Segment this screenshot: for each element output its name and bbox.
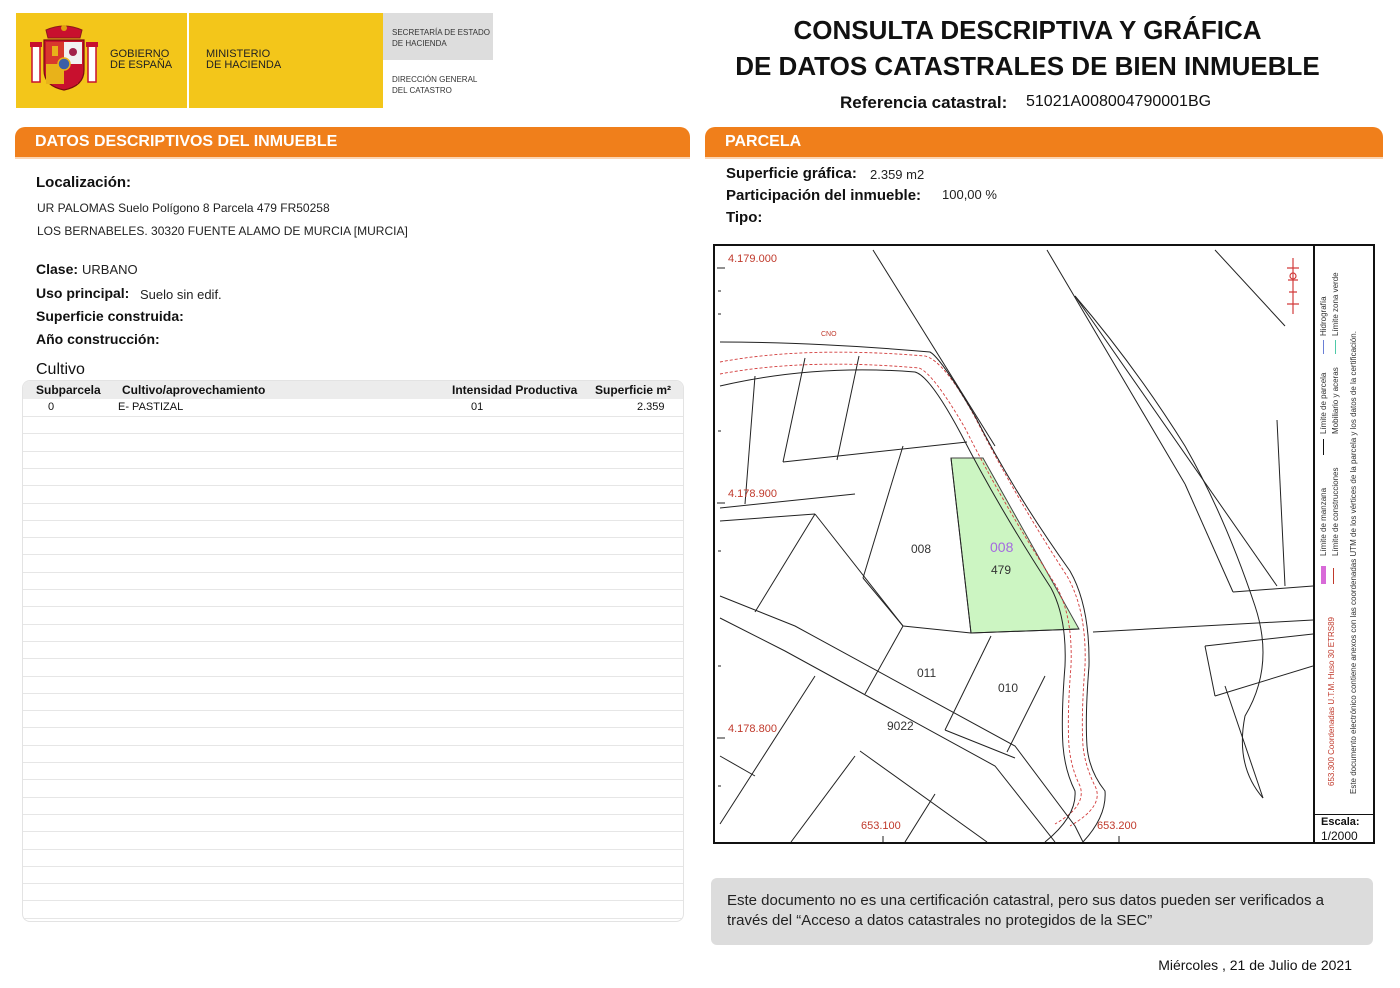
coord-x-653200: 653.200 (1097, 820, 1137, 832)
table-rule-line (23, 710, 683, 711)
uso-principal-value: Suelo sin edif. (140, 287, 222, 302)
datos-descriptivos-header: DATOS DESCRIPTIVOS DEL INMUEBLE (15, 127, 690, 157)
parcel-479-highlight (951, 458, 1079, 633)
col-cultivo: Cultivo/aprovechamiento (122, 383, 266, 397)
parcel-label-010: 010 (998, 681, 1019, 695)
localizacion-line1: UR PALOMAS Suelo Polígono 8 Parcela 479 FR50258 (37, 201, 330, 215)
table-rule-line (23, 883, 683, 884)
scale-box (1315, 814, 1373, 842)
scale-value: 1/2000 (1321, 829, 1358, 843)
cadastral-map (713, 244, 1375, 844)
col-subparcela: Subparcela (36, 383, 101, 397)
table-rule-line (23, 831, 683, 832)
coord-y-4178800: 4.178.800 (728, 723, 777, 735)
table-rule-line (23, 624, 683, 625)
table-rule-line (23, 849, 683, 850)
map-drawing (715, 246, 1313, 842)
table-rule-line (23, 520, 683, 521)
parcel-label-008-left: 008 (911, 542, 932, 556)
clase-label: Clase: (36, 261, 79, 277)
legend-certificacion: Este documento electrónico contiene anexos con las coordenadas UTM de los vértices de la parcela y los datos de la certificación. (1349, 331, 1358, 794)
road-label: CNO (821, 331, 837, 338)
clase-value: URBANO (82, 262, 138, 277)
superficie-grafica-value: 2.359 m2 (870, 167, 925, 182)
document-date: Miércoles , 21 de Julio de 2021 (1158, 957, 1352, 973)
legend-construcciones: Límite de construcciones (1331, 467, 1340, 556)
legend-zona-verde: Límite zona verde (1331, 272, 1340, 336)
table-rule-line (23, 503, 683, 504)
table-rule-line (23, 572, 683, 573)
ministerio-text: MINISTERIO DE HACIENDA (206, 48, 282, 71)
table-rule-line (23, 900, 683, 901)
localizacion-line2: LOS BERNABELES. 30320 FUENTE ALAMO DE MURCIA [MURCIA] (37, 224, 408, 238)
table-rule-line (23, 537, 683, 538)
legend-hidrografia-swatch (1323, 340, 1324, 354)
parcel-label-008-green: 008 (990, 539, 1014, 555)
cell-cultivo: E- PASTIZAL (118, 401, 184, 413)
table-rule-line (23, 554, 683, 555)
uso-principal-label: Uso principal: (36, 285, 130, 301)
parcel-label-011: 011 (917, 666, 937, 680)
document-title-line1: CONSULTA DESCRIPTIVA Y GRÁFICA (793, 15, 1262, 45)
participacion-value: 100,00 % (942, 187, 997, 202)
col-intensidad: Intensidad Productiva (452, 383, 578, 397)
table-rule-line (23, 658, 683, 659)
coord-y-4178900: 4.178.900 (728, 488, 777, 500)
legend-hidrografia: Hidrografía (1319, 296, 1328, 336)
legend-separator (1313, 246, 1315, 842)
table-rule-line (23, 676, 683, 677)
table-rule-line (23, 416, 683, 417)
secretaria-text: SECRETARÍA DE ESTADO DE HACIENDA (392, 28, 490, 48)
cultivo-table (22, 380, 684, 922)
cultivo-table-header (23, 381, 683, 399)
participacion-label: Participación del inmueble: (726, 187, 922, 204)
table-rule-line (23, 606, 683, 607)
notice-line2: través del “Acceso a datos catastrales no protegidos de la SEC” (727, 912, 1153, 929)
table-rule-line (23, 468, 683, 469)
legend-manzana-swatch (1321, 566, 1326, 584)
coat-of-arms-icon (28, 24, 100, 94)
legend-parcela: Límite de parcela (1319, 372, 1328, 434)
scale-label: Escala: (1321, 816, 1360, 828)
table-rule-line (23, 745, 683, 746)
table-rule-line (23, 693, 683, 694)
referencia-value: 51021A008004790001BG (1026, 93, 1212, 110)
parcel-label-479: 479 (991, 563, 1012, 577)
col-superficie: Superficie m² (595, 383, 672, 397)
table-rule-line (23, 485, 683, 486)
table-rule-line (23, 451, 683, 452)
direccion-general-text: DIRECCIÓN GENERAL DEL CATASTRO (392, 75, 478, 95)
cell-superficie: 2.359 (637, 401, 665, 413)
cell-subparcela: 0 (48, 401, 55, 413)
superficie-grafica-label: Superficie gráfica: (726, 165, 857, 182)
table-rule-line (23, 918, 683, 919)
referencia-label: Referencia catastral: (840, 93, 1008, 112)
tipo-label: Tipo: (726, 209, 763, 226)
legend-zona-verde-swatch (1335, 340, 1336, 354)
table-rule-line (23, 866, 683, 867)
superficie-construida-label: Superficie construida: (36, 308, 184, 324)
table-rule-line (23, 797, 683, 798)
cell-intensidad: 01 (471, 401, 484, 413)
coord-y-4179000: 4.179.000 (728, 253, 777, 265)
table-rule-line (23, 762, 683, 763)
notice-line1: Este documento no es una certificación catastral, pero sus datos pueden ser verificados a (727, 892, 1325, 909)
cultivo-title: Cultivo (36, 361, 85, 378)
legend-parcela-swatch (1323, 439, 1324, 455)
legend-coordenadas: 653.300 Coordenadas U.T.M. Huso 30 ETRS89 (1327, 617, 1336, 786)
document-title-line2: DE DATOS CATASTRALES DE BIEN INMUEBLE (735, 51, 1320, 81)
legend-mobiliario: Mobiliario y aceras (1331, 367, 1340, 434)
legend-construcciones-swatch (1333, 568, 1334, 584)
logo-divider (187, 13, 189, 108)
anio-construccion-label: Año construcción: (36, 331, 160, 347)
table-rule-line (23, 814, 683, 815)
verification-notice (711, 878, 1373, 945)
localizacion-label: Localización: (36, 174, 132, 191)
sec-emblem-icon (1287, 258, 1299, 314)
gobierno-text: GOBIERNO DE ESPAÑA (110, 48, 173, 71)
coord-x-653100: 653.100 (861, 820, 901, 832)
table-rule-line (23, 779, 683, 780)
table-rule-line (23, 641, 683, 642)
parcela-header: PARCELA (705, 127, 1383, 157)
table-rule-line (23, 727, 683, 728)
parcel-label-9022: 9022 (887, 719, 914, 733)
table-rule-line (23, 589, 683, 590)
legend-manzana: Límite de manzana (1319, 487, 1328, 556)
table-rule-line (23, 433, 683, 434)
